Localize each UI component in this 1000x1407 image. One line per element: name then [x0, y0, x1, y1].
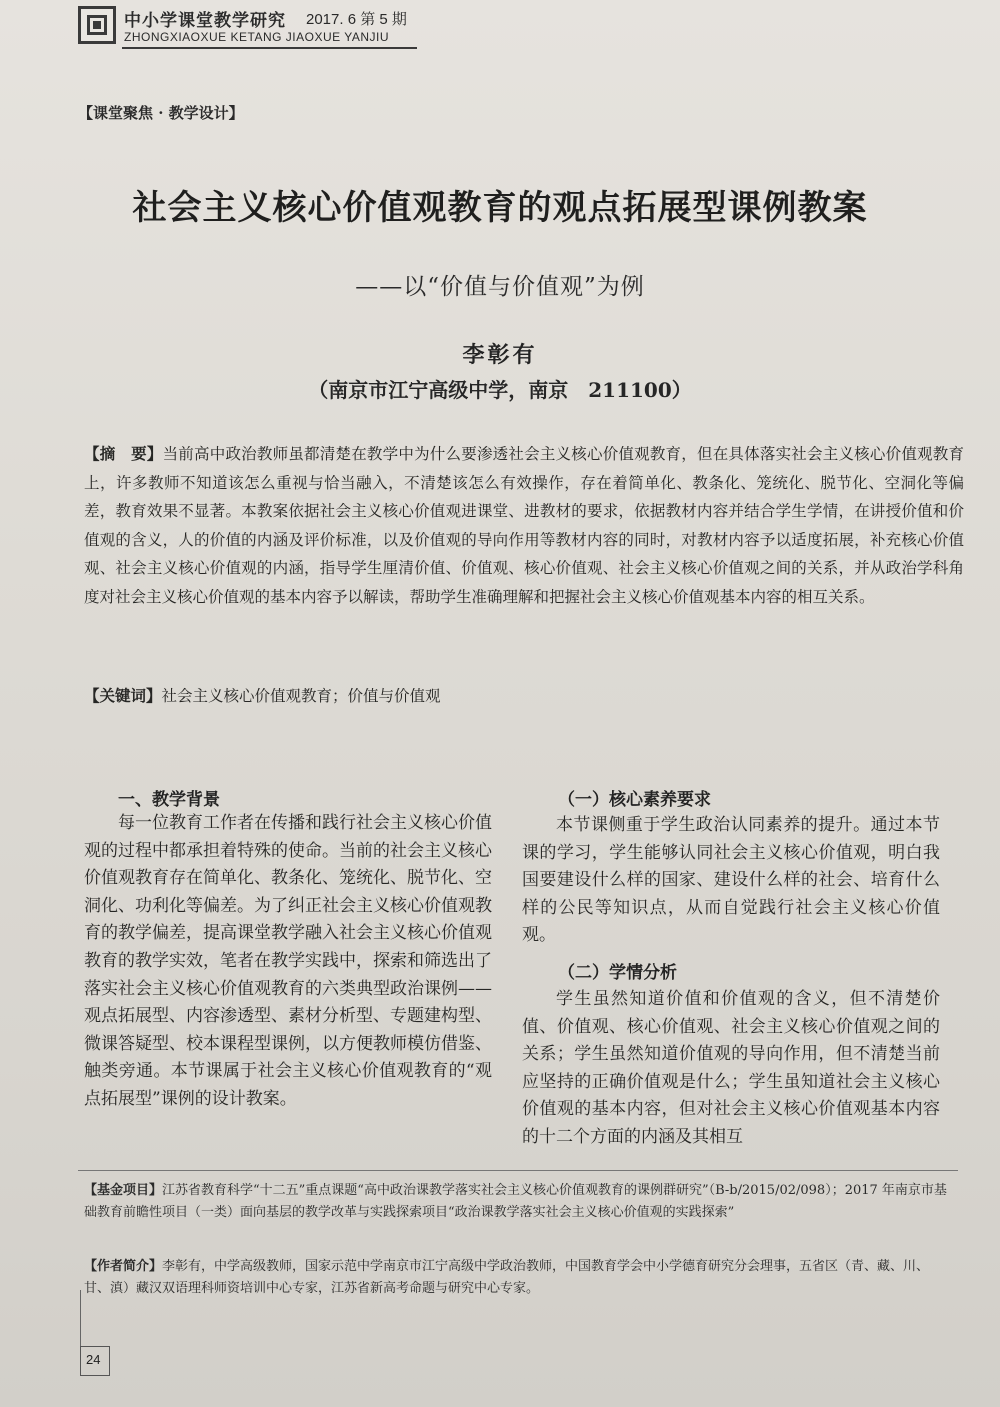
author-bio-label: 【作者简介】: [84, 1259, 163, 1274]
footnote-fund: [84, 1180, 954, 1224]
author-name: 李彰有: [462, 342, 538, 368]
journal-title: 中小学课堂教学研究: [124, 11, 286, 31]
header-divider: [122, 47, 417, 49]
journal-pinyin: ZHONGXIAOXUE KETANG JIAOXUE YANJIU: [124, 30, 390, 44]
author-bio-text: 李彰有，中学高级教师，国家示范中学南京市江宁高级中学政治教师，中国教育学会中小学德育研究分会理事，五省区（青、藏、川、甘、滇）藏汉双语理科师资培训中心专家，江苏省新高考命题与研究中心专家。: [84, 1259, 930, 1296]
abstract-label: 【摘 要】: [84, 444, 163, 463]
left-column-paragraph: 每一位教育工作者在传播和践行社会主义核心价值观的过程中都承担着特殊的使命。当前的社会主义核心价值观教育存在简单化、教条化、笼统化、脱节化、空洞化、功利化等偏差。为了纠正社会主义核心价值观教育的教学偏差，提高课堂教学融入社会主义核心价值观教育的教学实效，笔者在教学实践中，探索和筛选出了落实社会主义核心价值观教育的六类典型政治课例——观点拓展型、内容渗透型、素材分析型、专题建构型、微课答疑型、校本课程型课例，以方便教师模仿借鉴、触类旁通。本节课属于社会主义核心价值观教育的“观点拓展型”课例的设计教案。: [84, 813, 492, 1109]
abstract: [84, 440, 964, 612]
footnote-author: [84, 1256, 954, 1300]
section-heading-background: 一、教学背景: [118, 790, 220, 810]
article-subtitle: ——以“价值与价值观”为例: [355, 274, 645, 300]
keywords-label: 【关键词】: [84, 686, 162, 705]
right-column-paragraph-1: 本节课侧重于学生政治认同素养的提升。通过本节课的学习，学生能够认同社会主义核心价值观，明白我国要建设什么样的国家、建设什么样的社会、培育什么样的公民等知识点，从而自觉践行社会主义核心价值观。: [522, 815, 940, 946]
journal-issue: 2017. 6 第 5 期: [306, 11, 407, 28]
article-title: 社会主义核心价值观教育的观点拓展型课例教案: [132, 188, 868, 228]
page-number-rule: [80, 1290, 81, 1346]
abstract-text: 当前高中政治教师虽都清楚在教学中为什么要渗透社会主义核心价值观教育，但在具体落实社会主义核心价值观教育上，许多教师不知道该怎么重视与恰当融入，不清楚该怎么有效操作，存在着简单化、教条化、笼统化、脱节化、空洞化等偏差，教育效果不显著。本教案依据社会主义核心价值观进课堂、进教材的要求，依据教材内容并结合学生学情，在讲授价值和价值观的含义，人的价值的内涵及评价标准，以及价值观的导向作用等教材内容的同时，对教材内容予以适度拓展，补充核心价值观、社会主义核心价值观的内涵，指导学生厘清价值、价值观、核心价值观、社会主义核心价值观之间的关系，并从政治学科角度对社会主义核心价值观的基本内容予以解读，帮助学生准确理解和把握社会主义核心价值观基本内容的相互关系。: [84, 445, 964, 606]
section-heading-literacy: （一）核心素养要求: [558, 790, 711, 810]
column-tag: 【课堂聚焦 · 教学设计】: [78, 104, 244, 122]
keywords-text: 社会主义核心价值观教育；价值与价值观: [161, 687, 441, 705]
footnote-divider: [78, 1170, 958, 1171]
fund-label: 【基金项目】: [84, 1183, 163, 1198]
section-heading-students: （二）学情分析: [558, 963, 677, 983]
keywords: [84, 682, 964, 710]
journal-logo-icon: [78, 6, 116, 44]
right-column-paragraph-2: 学生虽然知道价值和价值观的含义，但不清楚价值、价值观、核心价值观、社会主义核心价值观之间的关系；学生虽然知道价值观的导向作用，但不清楚当前应坚持的正确价值观是什么；学生虽知道社会主义核心价值观的基本内容，但对社会主义核心价值观基本内容的十二个方面的内涵及其相互: [522, 989, 940, 1147]
page-number: 24: [86, 1352, 101, 1367]
author-affiliation: （南京市江宁高级中学，南京 211100）: [308, 378, 692, 402]
fund-text: 江苏省教育科学“十二五”重点课题“高中政治课教学落实社会主义核心价值观教育的课例群研究”（B-b/2015/02/098）；2017 年南京市基础教育前瞻性项目（一类）面向基层的教学改革与实践探索项目“政治课教学落实社会主义核心价值观的实践探索”: [84, 1183, 947, 1220]
